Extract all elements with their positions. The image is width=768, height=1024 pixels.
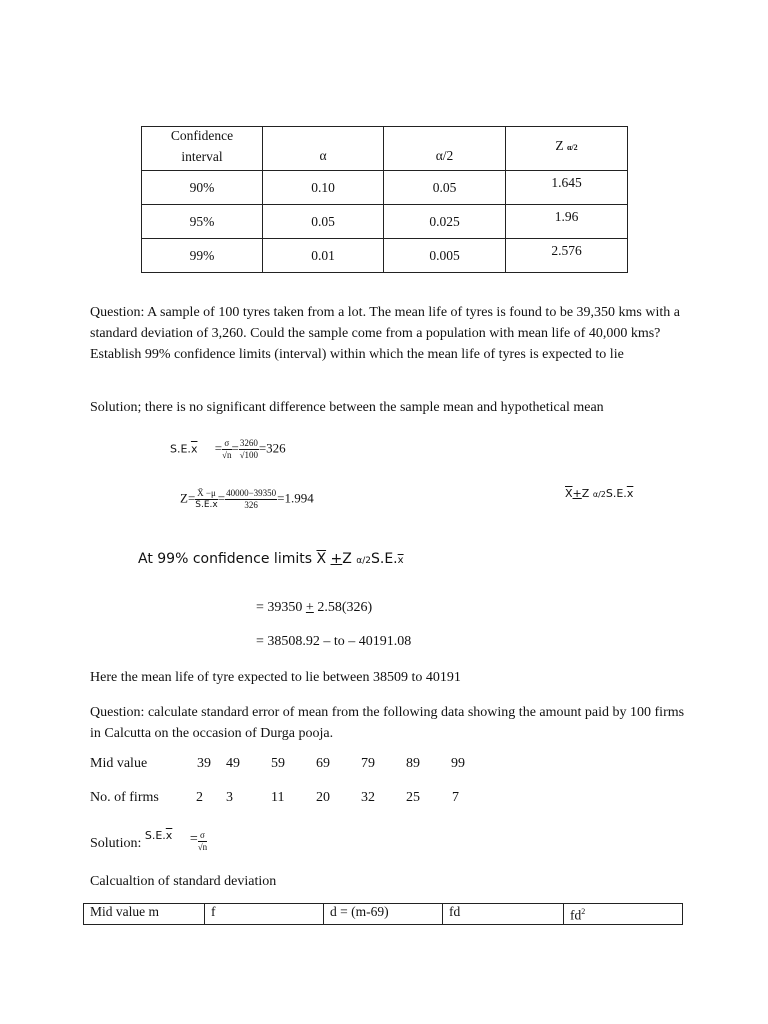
cell: 0.005 <box>384 239 506 273</box>
z-fraction-symbolic: $\frac{X̄ -\mu}{S.E.\overline{x}}$ <box>195 488 218 510</box>
mid-value: 49 <box>226 756 240 771</box>
header-alpha: α <box>263 127 384 171</box>
cell: 90% <box>142 171 263 205</box>
calc-line-2: = 38508.92 – to – 40191.08 <box>256 634 412 649</box>
cell: 1.96 <box>506 205 628 239</box>
header-f: f <box>205 904 324 925</box>
cell: 1.645 <box>506 171 628 205</box>
table-header-row <box>84 904 683 925</box>
sigma-over-sqrt-n: $\frac{\sigma}{√n}$ <box>197 830 208 852</box>
limits-heading: At 99% confidence limits $\overline{X} +Z$ $\alpha/2S.E.\overline{x}$ <box>138 551 404 567</box>
conclusion: Here the mean life of tyre expected to lie between 38509 to 40191 <box>90 670 461 685</box>
cell: 0.01 <box>263 239 384 273</box>
cell: 95% <box>142 205 263 239</box>
firms-value: 3 <box>226 790 233 805</box>
firms-label: No. of firms <box>90 790 159 805</box>
cell: 0.05 <box>384 171 506 205</box>
mid-value: 39 <box>197 756 211 771</box>
header-d: d = (m-69) <box>324 904 443 925</box>
sigma-over-sqrt-n: $\frac{\sigma}{√n}$ <box>222 438 232 460</box>
header-z: Z α/2 <box>506 127 628 171</box>
z-formula: Z= $\frac{X̄ -\mu}{S.E.\overline{x}}$ = $\frac{40000-39350}{326}$ =1.994 <box>180 488 314 510</box>
table-header-row <box>142 127 628 171</box>
mid-value: 69 <box>316 756 330 771</box>
question-2: Question: calculate standard error of mean from the following data showing the amount paid by 100 firms in Calcutta on the occasion of Durga pooja. <box>90 705 685 741</box>
mid-value: 59 <box>271 756 285 771</box>
side-formula: $\overline{X}+Z$ $\alpha/2S.E.\overline{x}$ <box>565 487 634 500</box>
confidence-interval-table <box>141 126 628 273</box>
table-row <box>142 205 628 239</box>
calc-line-1: = 39350 + 2.58(326) <box>256 600 373 615</box>
header-alpha-half: α/2 <box>384 127 506 171</box>
table-row <box>142 171 628 205</box>
solution-1: Solution; there is no significant difference between the sample mean and hypothetical mean <box>90 400 604 415</box>
table-row <box>142 239 628 273</box>
question-1: Question: A sample of 100 tyres taken from a lot. The mean life of tyres is found to be 39,350 kms with a standard deviation of 3,260. Could the sample come from a population with mean life of 40,000 kms? Establish 99% confidence limits (interval) within which the mean life of tyres is expected to lie <box>90 305 680 362</box>
cell: 99% <box>142 239 263 273</box>
firms-value: 2 <box>196 790 203 805</box>
header-fd: fd <box>443 904 564 925</box>
firms-value: 11 <box>271 790 285 805</box>
mid-value-label: Mid value <box>90 756 148 771</box>
header-mid-value-m: Mid value m <box>84 904 205 925</box>
firms-value: 32 <box>361 790 375 805</box>
cell: 2.576 <box>506 239 628 273</box>
z-fraction-values: $\frac{40000-39350}{326}$ <box>226 488 277 510</box>
solution-2: Solution: $^{S.E.\overline{x}}$ = $\frac{\sigma}{√n}$ <box>90 828 208 852</box>
mid-value-table <box>83 903 683 925</box>
calc-sd-heading: Calcualtion of standard deviation <box>90 874 277 889</box>
cell: 0.10 <box>263 171 384 205</box>
value-fraction: $\frac{3260}{√100}$ <box>239 438 259 460</box>
mid-value: 79 <box>361 756 375 771</box>
cell: 0.025 <box>384 205 506 239</box>
firms-value: 20 <box>316 790 330 805</box>
se-formula: $S.E.\overline{x}$ = $\frac{\sigma}{√n}$ = $\frac{3260}{√100}$ =326 <box>170 438 286 460</box>
header-fd2: $fd^2$ <box>564 904 683 925</box>
header-confidence-interval: Confidence interval <box>142 127 263 171</box>
mid-value: 89 <box>406 756 420 771</box>
mid-value: 99 <box>451 756 465 771</box>
firms-value: 25 <box>406 790 420 805</box>
cell: 0.05 <box>263 205 384 239</box>
se-label: $S.E.\overline{x}$ <box>170 442 198 456</box>
firms-value: 7 <box>452 790 459 805</box>
